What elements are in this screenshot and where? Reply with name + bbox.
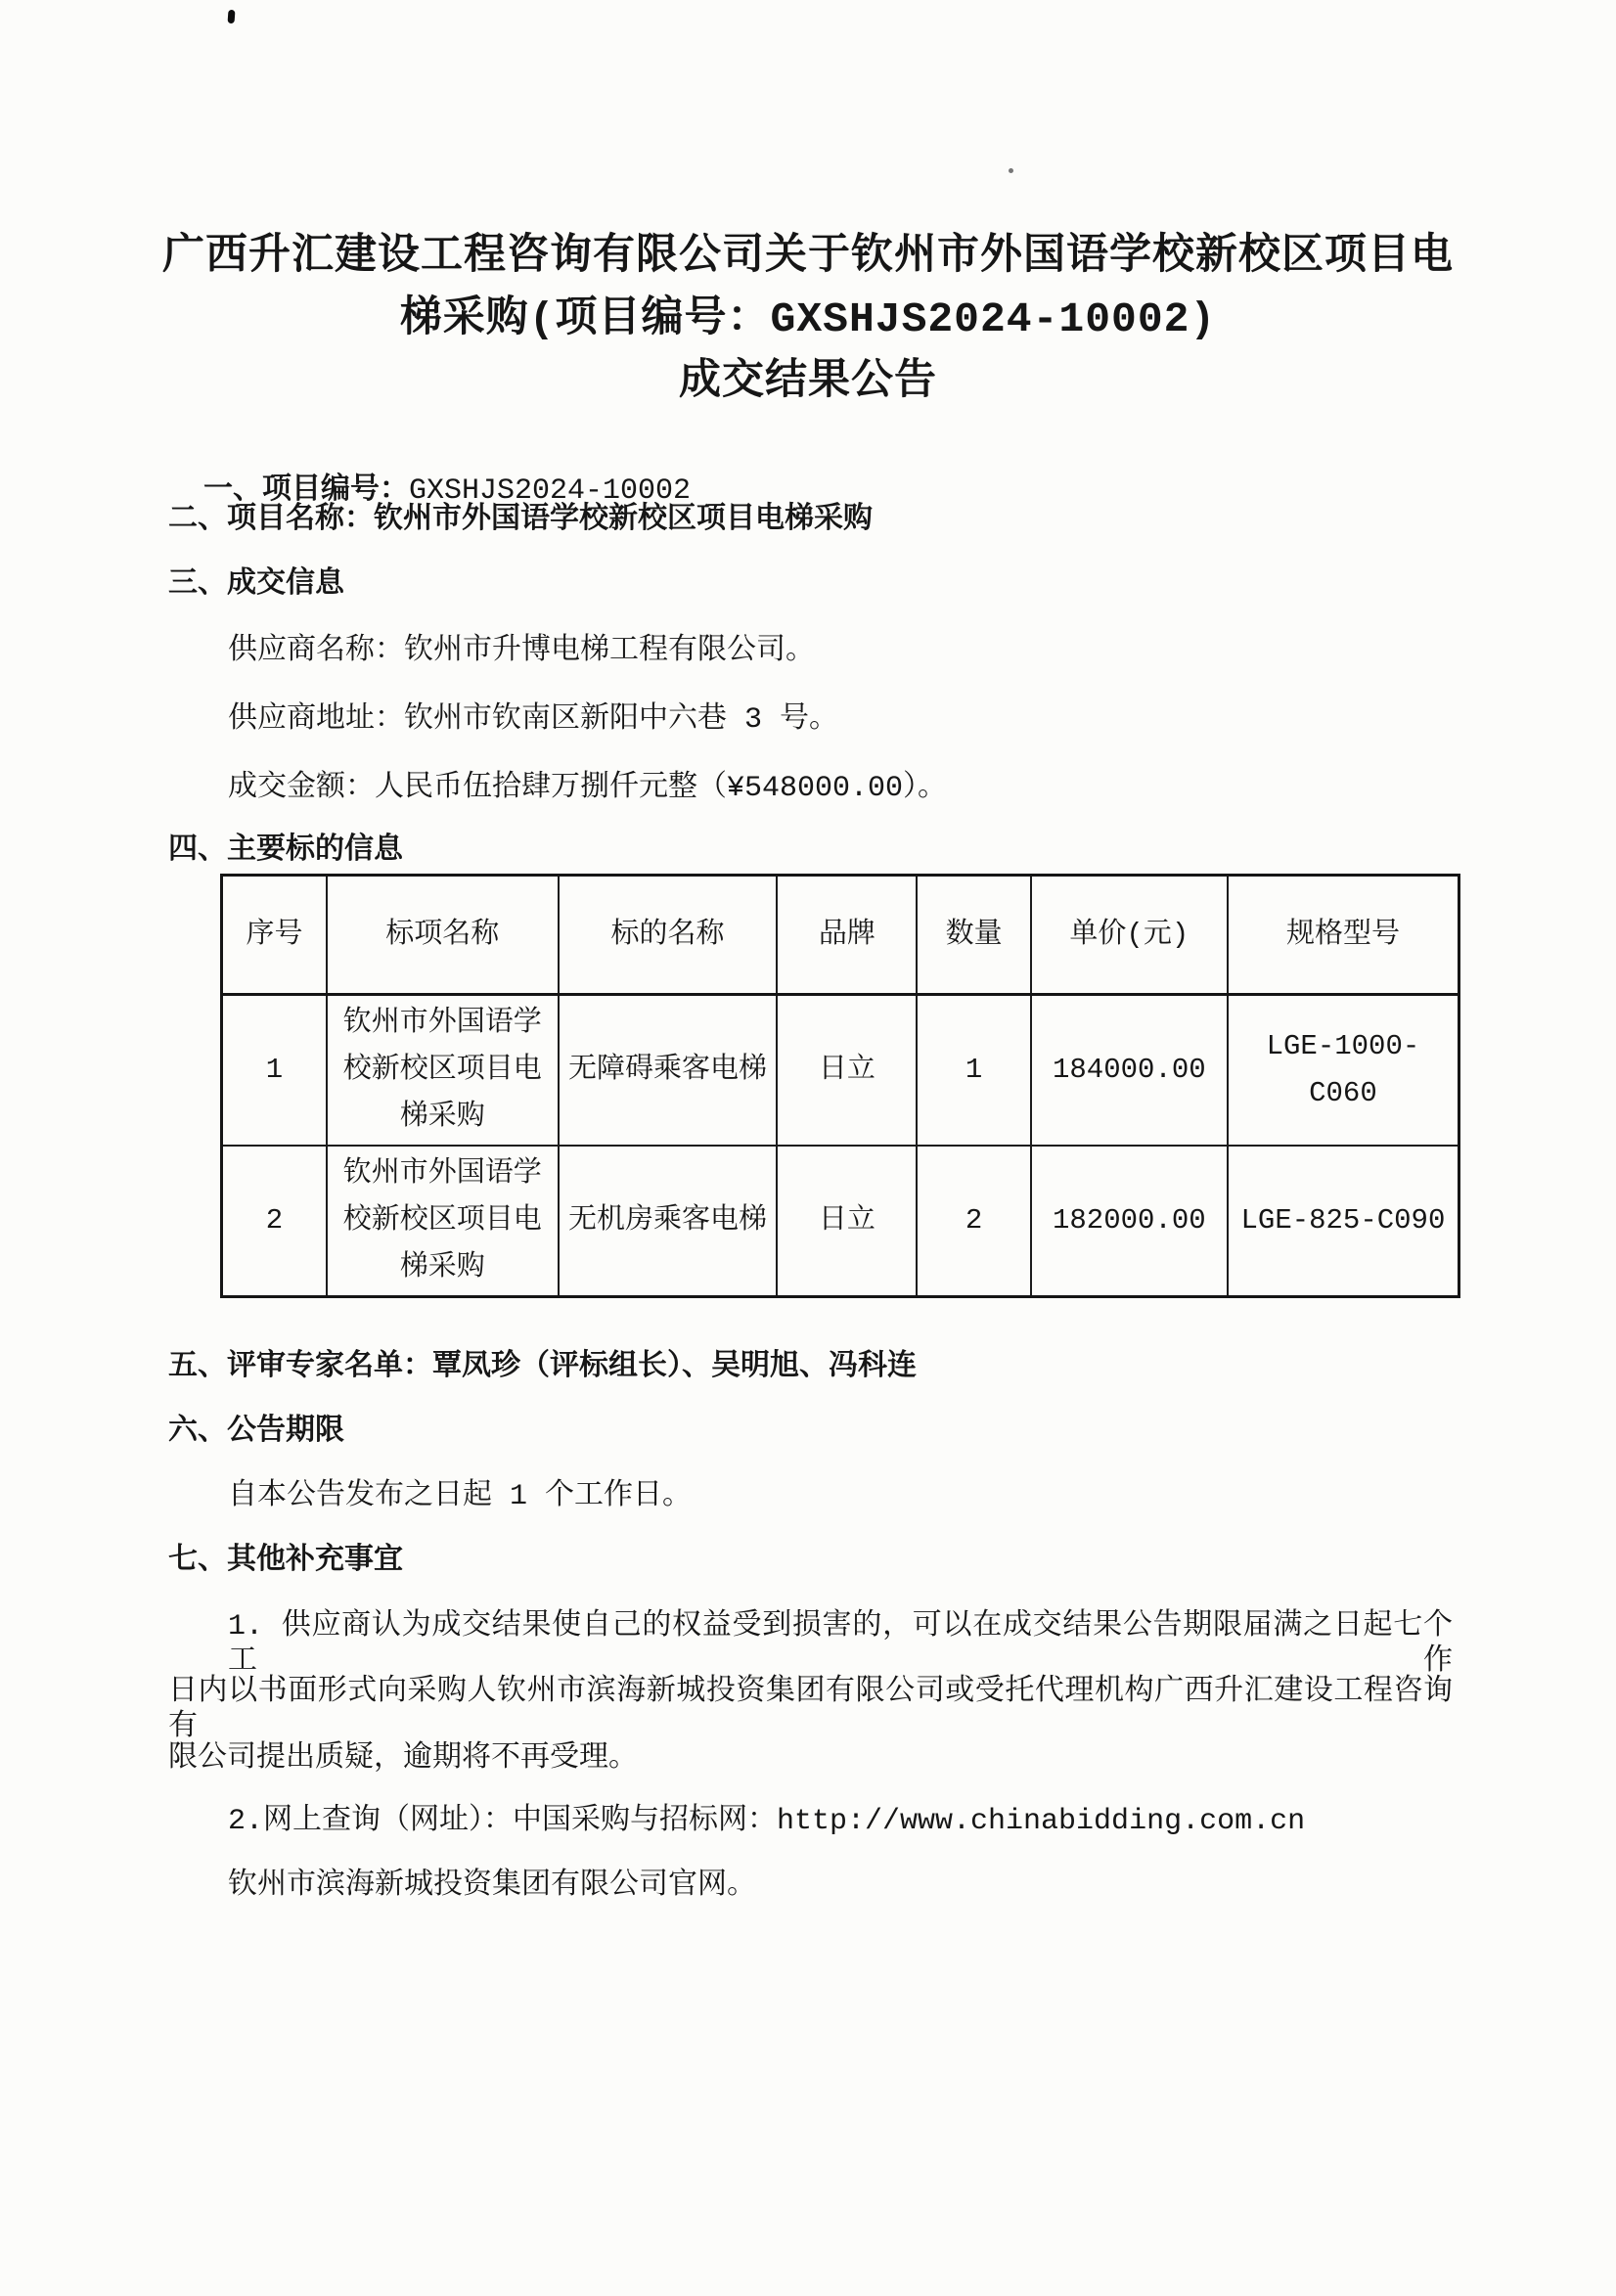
cell-quantity: 2 [917, 1146, 1030, 1297]
online-lookup-line: 2.网上查询（网址）：中国采购与招标网：http://www.chinabidding.com.cn [228, 1805, 1306, 1838]
title-line-3: 成交结果公告 [679, 358, 937, 406]
section-project-name: 二、项目名称：钦州市外国语学校新校区项目电梯采购 [168, 504, 873, 537]
section-project-number [168, 438, 691, 509]
header-unit-price: 单价(元) [1031, 876, 1228, 995]
title-line-2: 梯采购(项目编号：GXSHJS2024-10002) [399, 295, 1217, 343]
objection-paragraph-line-3: 限公司提出质疑，逾期将不再受理。 [168, 1742, 638, 1776]
header-model: 规格型号 [1228, 876, 1459, 995]
section-other-heading: 七、其他补充事宜 [168, 1545, 403, 1578]
supplier-address-line: 供应商地址：钦州市钦南区新阳中六巷 3 号。 [228, 703, 839, 737]
cell-model: LGE-1000-C060 [1228, 995, 1459, 1147]
official-site-line: 钦州市滨海新城投资集团有限公司官网。 [228, 1869, 756, 1903]
cell-quantity: 1 [917, 995, 1030, 1147]
scan-artifact-mark [228, 10, 236, 23]
cell-model: LGE-825-C090 [1228, 1146, 1459, 1297]
section-items-heading: 四、主要标的信息 [168, 834, 403, 868]
cell-brand: 日立 [777, 995, 917, 1147]
section-notice-period-heading: 六、公告期限 [168, 1416, 344, 1449]
section-experts-line: 五、评审专家名单：覃凤珍（评标组长）、吴明旭、冯科连 [168, 1351, 917, 1384]
document-title [0, 226, 1616, 414]
objection-paragraph-line-2: 日内以书面形式向采购人钦州市滨海新城投资集团有限公司或受托代理机构广西升汇建设工程咨询有 [168, 1676, 1453, 1744]
cell-lot-name: 钦州市外国语学校新校区项目电梯采购 [327, 1146, 559, 1297]
header-lot-name: 标项名称 [327, 876, 559, 995]
project-number-value: GXSHJS2024-10002 [409, 474, 692, 508]
table-row [222, 1146, 1459, 1297]
cell-unit-price: 182000.00 [1031, 1146, 1228, 1297]
table-row [222, 995, 1459, 1147]
scan-artifact-dot [1009, 168, 1013, 173]
table-header-row [222, 876, 1459, 995]
cell-brand: 日立 [777, 1146, 917, 1297]
header-brand: 品牌 [777, 876, 917, 995]
header-quantity: 数量 [917, 876, 1030, 995]
header-subject-name: 标的名称 [559, 876, 778, 995]
project-number-label: 一、项目编号： [203, 474, 410, 508]
cell-seq: 2 [222, 1146, 328, 1297]
cell-unit-price: 184000.00 [1031, 995, 1228, 1147]
items-table [220, 874, 1460, 1298]
notice-period-body: 自本公告发布之日起 1 个工作日。 [228, 1480, 693, 1513]
cell-subject-name: 无机房乘客电梯 [559, 1146, 778, 1297]
header-seq: 序号 [222, 876, 328, 995]
award-amount-line: 成交金额：人民币伍拾肆万捌仟元整（¥548000.00）。 [228, 772, 948, 805]
cell-seq: 1 [222, 995, 328, 1147]
title-line-1: 广西升汇建设工程咨询有限公司关于钦州市外国语学校新校区项目电 [162, 233, 1454, 281]
section-award-info-heading: 三、成交信息 [168, 568, 344, 602]
cell-lot-name: 钦州市外国语学校新校区项目电梯采购 [327, 995, 559, 1147]
cell-subject-name: 无障碍乘客电梯 [559, 995, 778, 1147]
objection-paragraph-line-1: 1. 供应商认为成交结果使自己的权益受到损害的，可以在成交结果公告期限届满之日起七个工作 [228, 1610, 1453, 1679]
supplier-name-line: 供应商名称：钦州市升博电梯工程有限公司。 [228, 635, 815, 668]
